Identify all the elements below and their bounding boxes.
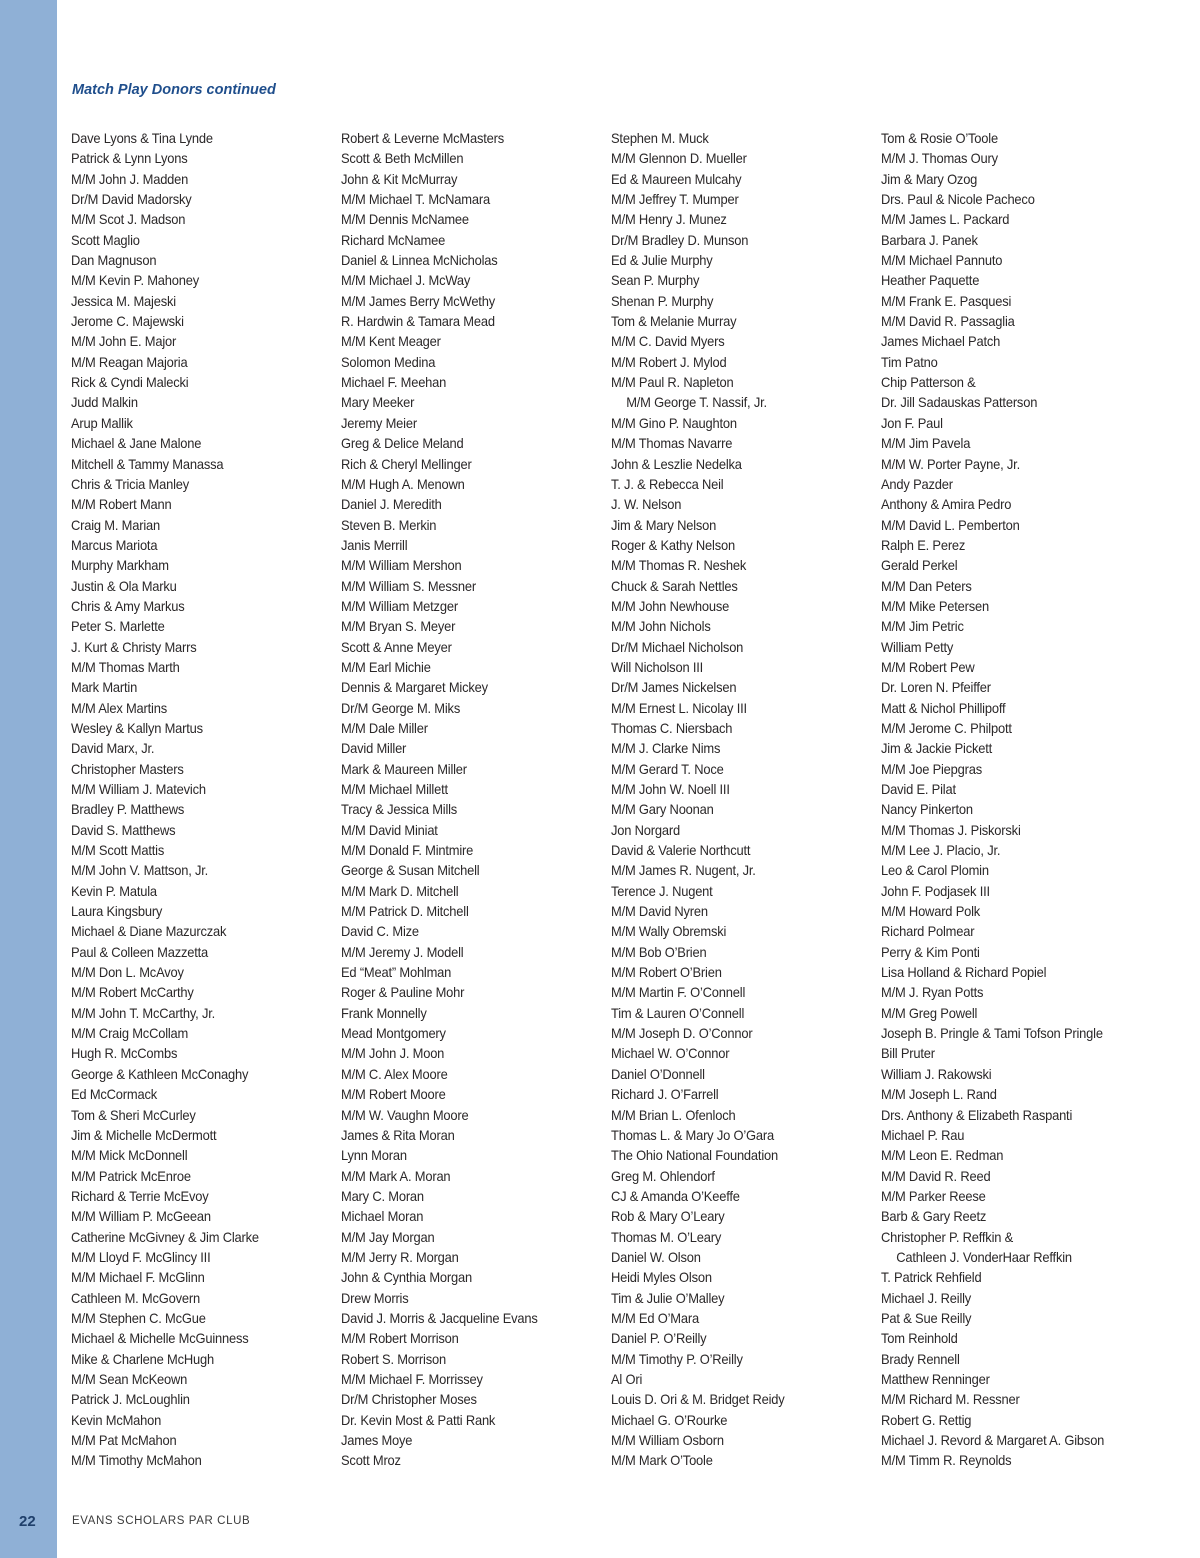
donor-name: Barb & Gary Reetz	[881, 1209, 987, 1225]
donor-name: Will Nicholson III	[611, 659, 704, 675]
donor-name: M/M Jim Petric	[881, 619, 964, 635]
donor-name: Michael J. Reilly	[881, 1290, 972, 1306]
donor-name: David Miller	[341, 741, 407, 757]
donor-name: Laura Kingsbury	[71, 904, 163, 920]
donor-name: Ed McCormack	[71, 1087, 157, 1103]
donor-name: David Marx, Jr.	[71, 741, 155, 757]
donor-name: M/M Scot J. Madson	[71, 212, 186, 228]
donor-name: Michael J. Revord & Margaret A. Gibson	[881, 1433, 1105, 1448]
donor-name: Jim & Mary Nelson	[611, 517, 717, 533]
donor-name: Daniel O’Donnell	[611, 1066, 705, 1082]
donor-name: Patrick J. McLoughlin	[71, 1392, 190, 1408]
donor-name: M/M Michael Pannuto	[881, 253, 1003, 269]
donor-name: Jon F. Paul	[881, 415, 943, 431]
donor-name: M/M William P. McGeean	[71, 1209, 211, 1225]
donor-name: M/M Howard Polk	[881, 904, 981, 920]
donor-name: M/M Robert J. Mylod	[611, 354, 727, 370]
donor-name: Chris & Amy Markus	[71, 598, 185, 614]
donor-name: Michael Moran	[341, 1209, 424, 1225]
donor-name: M/M Bryan S. Meyer	[341, 619, 456, 635]
donor-name: Wesley & Kallyn Martus	[71, 720, 203, 736]
donor-name: Richard McNamee	[341, 232, 446, 248]
donor-name: Michael & Diane Mazurczak	[71, 924, 227, 940]
donor-name: M/M Donald F. Mintmire	[341, 843, 474, 859]
donor-name: M/M Patrick D. Mitchell	[341, 904, 469, 920]
donor-name: M/M C. Alex Moore	[341, 1066, 448, 1082]
donor-name: John & Cynthia Morgan	[341, 1270, 472, 1286]
donor-name: Barbara J. Panek	[881, 232, 978, 248]
donor-name: Thomas L. & Mary Jo O’Gara	[611, 1127, 774, 1143]
donor-name: M/M W. Vaughn Moore	[341, 1107, 469, 1123]
donor-name: Ed & Maureen Mulcahy	[611, 171, 742, 187]
donor-name: M/M William Mershon	[341, 558, 462, 574]
donor-name: Jon Norgard	[611, 822, 680, 838]
donor-name: Robert S. Morrison	[341, 1351, 446, 1367]
donor-name: Paul & Colleen Mazzetta	[71, 944, 209, 960]
donor-name: M/M Brian L. Ofenloch	[611, 1107, 736, 1123]
donor-name: M/M John J. Madden	[71, 171, 189, 187]
donor-name: Robert & Leverne McMasters	[341, 131, 505, 146]
donor-name: M/M Jeffrey T. Mumper	[611, 192, 739, 208]
section-heading: Match Play Donors continued	[72, 82, 276, 98]
donor-name: M/M J. Clarke Nims	[611, 741, 721, 757]
donor-name: Roger & Pauline Mohr	[341, 985, 465, 1001]
donor-name: M/M Mick McDonnell	[71, 1148, 188, 1164]
donor-name: M/M W. Porter Payne, Jr.	[881, 456, 1020, 472]
donor-name: M/M J. Ryan Potts	[881, 985, 984, 1001]
donor-name: Cathleen J. VonderHaar Reffkin	[896, 1249, 1072, 1265]
donor-name: M/M Dale Miller	[341, 720, 428, 736]
donor-name: Perry & Kim Ponti	[881, 944, 980, 960]
donor-name: David J. Morris & Jacqueline Evans	[341, 1310, 538, 1326]
donor-name: M/M David L. Pemberton	[881, 517, 1020, 533]
donor-name: M/M Jerry R. Morgan	[341, 1249, 459, 1265]
donor-name: Michael F. Meehan	[341, 375, 447, 391]
donor-name: Nancy Pinkerton	[881, 802, 973, 818]
donor-name: R. Hardwin & Tamara Mead	[341, 314, 495, 330]
donor-name: Arup Mallik	[71, 415, 133, 431]
donor-name: Scott & Anne Meyer	[341, 639, 452, 655]
donor-name: Gerald Perkel	[881, 558, 958, 574]
donor-name: M/M Glennon D. Mueller	[611, 151, 747, 167]
donor-name: Peter S. Marlette	[71, 619, 165, 635]
donor-name: M/M Martin F. O’Connell	[611, 985, 746, 1001]
donor-name: M/M Leon E. Redman	[881, 1148, 1004, 1164]
donor-name: M/M Robert McCarthy	[71, 985, 194, 1001]
donor-name: Bradley P. Matthews	[71, 802, 185, 818]
page-number: 22	[19, 1513, 36, 1530]
donor-name: M/M Wally Obremski	[611, 924, 727, 940]
donor-name: David E. Pilat	[881, 782, 956, 797]
donor-name: William J. Rakowski	[881, 1066, 992, 1082]
donor-name: Tom & Rosie O’Toole	[881, 131, 998, 146]
donor-name: M/M Don L. McAvoy	[71, 965, 184, 981]
donor-name: William Petty	[881, 639, 954, 655]
donor-name: Dr/M David Madorsky	[71, 192, 192, 208]
donor-name: M/M Jim Pavela	[881, 436, 971, 452]
donor-name: M/M Jay Morgan	[341, 1229, 435, 1245]
donor-name: M/M Dan Peters	[881, 578, 972, 594]
donor-name: Murphy Markham	[71, 558, 169, 574]
donor-name: Greg M. Ohlendorf	[611, 1168, 715, 1184]
donor-name: Leo & Carol Plomin	[881, 863, 989, 879]
donor-name: Andy Pazder	[881, 476, 953, 492]
donor-name: Solomon Medina	[341, 354, 436, 370]
donor-name: Michael G. O’Rourke	[611, 1412, 728, 1428]
donor-name: Matt & Nichol Phillipoff	[881, 700, 1006, 716]
donor-name: M/M Dennis McNamee	[341, 212, 469, 228]
donor-name: Robert G. Rettig	[881, 1412, 972, 1428]
donor-name: M/M David Nyren	[611, 904, 708, 920]
donor-name: Drs. Paul & Nicole Pacheco	[881, 192, 1035, 208]
donor-name: Tim & Lauren O’Connell	[611, 1005, 745, 1021]
donor-name: James Moye	[341, 1433, 413, 1448]
donor-name: James & Rita Moran	[341, 1127, 455, 1143]
donor-name: Dennis & Margaret Mickey	[341, 680, 488, 696]
donor-name: M/M James R. Nugent, Jr.	[611, 863, 756, 879]
donor-name: Ed “Meat” Mohlman	[341, 965, 452, 981]
donor-name: Jim & Mary Ozog	[881, 171, 978, 187]
donor-name: Scott & Beth McMillen	[341, 151, 464, 167]
donor-name: Dr/M James Nickelsen	[611, 680, 737, 696]
donor-name: Richard & Terrie McEvoy	[71, 1188, 209, 1204]
donor-name: Rick & Cyndi Malecki	[71, 375, 189, 391]
donor-name: M/M Ernest L. Nicolay III	[611, 700, 747, 716]
side-color-band	[0, 0, 57, 1558]
donor-name: Kevin McMahon	[71, 1412, 162, 1428]
donor-name: Chuck & Sarah Nettles	[611, 578, 738, 594]
donor-name: Ed & Julie Murphy	[611, 253, 713, 269]
donor-name: M/M Mike Petersen	[881, 598, 990, 614]
donor-name: M/M Robert Mann	[71, 497, 172, 513]
donor-name: M/M John V. Mattson, Jr.	[71, 863, 209, 879]
donor-name: Dr. Kevin Most & Patti Rank	[341, 1412, 496, 1428]
donor-name: M/M Kent Meager	[341, 334, 441, 350]
donor-name: Marcus Mariota	[71, 537, 158, 553]
donor-name: Catherine McGivney & Jim Clarke	[71, 1229, 259, 1245]
donor-name: Hugh R. McCombs	[71, 1046, 178, 1062]
donor-name: Tim & Julie O’Malley	[611, 1290, 725, 1306]
donor-name: Heidi Myles Olson	[611, 1270, 712, 1286]
donor-name: Rich & Cheryl Mellinger	[341, 456, 472, 472]
donor-name: Pat & Sue Reilly	[881, 1310, 972, 1326]
donor-name: Jeremy Meier	[341, 415, 417, 431]
donor-name: Steven B. Merkin	[341, 517, 437, 533]
donor-name: M/M Jeremy J. Modell	[341, 944, 464, 960]
donor-name: M/M Michael J. McWay	[341, 273, 471, 289]
donor-name: M/M Gerard T. Noce	[611, 761, 724, 777]
donor-name: Daniel J. Meredith	[341, 497, 442, 513]
donor-name: Christopher Masters	[71, 761, 184, 777]
donor-name: J. Kurt & Christy Marrs	[71, 639, 197, 655]
donor-name: M/M Thomas J. Piskorski	[881, 822, 1021, 838]
donor-name: Matthew Renninger	[881, 1371, 990, 1387]
donor-name: M/M Sean McKeown	[71, 1371, 188, 1387]
donor-name: Brady Rennell	[881, 1351, 960, 1367]
donor-name: Richard Polmear	[881, 924, 975, 940]
donor-name: Michael & Michelle McGuinness	[71, 1331, 249, 1347]
donor-name: Greg & Delice Meland	[341, 436, 464, 452]
donor-column-1	[71, 129, 341, 1472]
donor-name: Judd Malkin	[71, 395, 138, 411]
donor-name: Mark & Maureen Miller	[341, 761, 467, 777]
donor-name: M/M Robert O’Brien	[611, 965, 722, 981]
donor-name: John & Kit McMurray	[341, 171, 458, 187]
donor-name: Ralph E. Perez	[881, 537, 966, 553]
donor-name: M/M John W. Noell III	[611, 782, 730, 797]
donor-name: M/M Mark A. Moran	[341, 1168, 451, 1184]
donor-name: Chris & Tricia Manley	[71, 476, 190, 492]
donor-name: M/M Kevin P. Mahoney	[71, 273, 200, 289]
donor-name: Daniel P. O’Reilly	[611, 1331, 707, 1347]
donor-name: M/M Ed O’Mara	[611, 1310, 699, 1326]
donor-name: Dr/M Michael Nicholson	[611, 639, 744, 655]
donor-name: Drew Morris	[341, 1290, 409, 1306]
donor-name: M/M William J. Matevich	[71, 782, 206, 797]
donor-name: M/M David Miniat	[341, 822, 438, 838]
donor-name: Michael & Jane Malone	[71, 436, 202, 452]
donor-name: M/M James L. Packard	[881, 212, 1010, 228]
donor-name: M/M Gino P. Naughton	[611, 415, 737, 431]
donor-name: Tom & Melanie Murray	[611, 314, 737, 330]
donor-name: M/M Lloyd F. McGlincy III	[71, 1249, 211, 1265]
donor-name: Justin & Ola Marku	[71, 578, 177, 594]
donor-name: John F. Podjasek III	[881, 883, 990, 899]
donor-name: M/M Stephen C. McGue	[71, 1310, 206, 1326]
donor-name: Dr/M Christopher Moses	[341, 1392, 477, 1408]
donor-name: Mary C. Moran	[341, 1188, 424, 1204]
donor-name: Anthony & Amira Pedro	[881, 497, 1012, 513]
donor-name: Daniel & Linnea McNicholas	[341, 253, 498, 269]
donor-name: M/M Earl Michie	[341, 659, 431, 675]
donor-name: Craig M. Marian	[71, 517, 161, 533]
donor-name: M/M David R. Reed	[881, 1168, 991, 1184]
donor-name: Jim & Michelle McDermott	[71, 1127, 217, 1143]
donor-name: Dan Magnuson	[71, 253, 157, 269]
donor-name: Mead Montgomery	[341, 1026, 446, 1042]
donor-name: M/M Scott Mattis	[71, 843, 165, 859]
donor-name: Louis D. Ori & M. Bridget Reidy	[611, 1392, 785, 1408]
donor-name: M/M Reagan Majoria	[71, 354, 188, 370]
donor-name: M/M Michael F. Morrissey	[341, 1371, 483, 1387]
donor-name: M/M John Nichols	[611, 619, 711, 635]
donor-name: M/M George T. Nassif, Jr.	[626, 395, 767, 411]
donor-name: Rob & Mary O’Leary	[611, 1209, 725, 1225]
donor-name: M/M Mark O’Toole	[611, 1453, 713, 1469]
donor-name: Richard J. O’Farrell	[611, 1087, 719, 1103]
donor-column-2	[341, 129, 611, 1472]
donor-name: Dr/M Bradley D. Munson	[611, 232, 749, 248]
donor-name: David S. Matthews	[71, 822, 176, 838]
donor-name: Tom Reinhold	[881, 1331, 958, 1347]
donor-name: Chip Patterson &	[881, 375, 976, 391]
donor-name: Bill Pruter	[881, 1046, 935, 1062]
donor-name: Dr. Loren N. Pfeiffer	[881, 680, 991, 696]
donor-name: Jessica M. Majeski	[71, 293, 176, 309]
donor-name: Lisa Holland & Richard Popiel	[881, 965, 1047, 981]
donor-name: M/M Paul R. Napleton	[611, 375, 734, 391]
donor-name: M/M James Berry McWethy	[341, 293, 495, 309]
donor-name: Cathleen M. McGovern	[71, 1290, 200, 1306]
donor-name: Thomas M. O’Leary	[611, 1229, 722, 1245]
donor-name: T. J. & Rebecca Neil	[611, 476, 724, 492]
donor-name: M/M Lee J. Placio, Jr.	[881, 843, 1001, 859]
donor-name: George & Kathleen McConaghy	[71, 1066, 249, 1082]
donor-name: Heather Paquette	[881, 273, 980, 289]
donor-name: Daniel W. Olson	[611, 1249, 701, 1265]
donor-name: M/M Bob O’Brien	[611, 944, 707, 960]
donor-name: Roger & Kathy Nelson	[611, 537, 735, 553]
donor-name: Terence J. Nugent	[611, 883, 713, 899]
donor-name: M/M William S. Messner	[341, 578, 477, 594]
donor-name: M/M Jerome C. Philpott	[881, 720, 1012, 736]
donor-name: Michael W. O’Connor	[611, 1046, 730, 1062]
donor-name: David & Valerie Northcutt	[611, 843, 751, 859]
donor-name: Stephen M. Muck	[611, 131, 709, 146]
donor-name: Shenan P. Murphy	[611, 293, 714, 309]
donor-name: Tim Patno	[881, 354, 938, 370]
donor-name: M/M Joseph L. Rand	[881, 1087, 997, 1103]
donor-name: James Michael Patch	[881, 334, 1001, 350]
donor-name: M/M Timothy P. O’Reilly	[611, 1351, 743, 1367]
donor-name: M/M Mark D. Mitchell	[341, 883, 459, 899]
donor-name: M/M Henry J. Munez	[611, 212, 727, 228]
donor-name: J. W. Nelson	[611, 497, 682, 513]
donor-name: Lynn Moran	[341, 1148, 407, 1164]
donor-name: Frank Monnelly	[341, 1005, 427, 1021]
donor-name: M/M William Osborn	[611, 1433, 724, 1448]
donor-name: M/M Gary Noonan	[611, 802, 714, 818]
donor-column-3	[611, 129, 881, 1472]
donor-name: M/M Hugh A. Menown	[341, 476, 465, 492]
donor-name: Kevin P. Matula	[71, 883, 157, 899]
donor-name: M/M Michael Millett	[341, 782, 448, 797]
donor-name: Scott Mroz	[341, 1453, 401, 1469]
donor-name: Tracy & Jessica Mills	[341, 802, 458, 818]
donor-name: M/M C. David Myers	[611, 334, 725, 350]
donor-name: Sean P. Murphy	[611, 273, 700, 289]
donor-name: M/M J. Thomas Oury	[881, 151, 998, 167]
donor-name: M/M John E. Major	[71, 334, 177, 350]
donor-name: M/M Greg Powell	[881, 1005, 978, 1021]
donor-name: Dave Lyons & Tina Lynde	[71, 131, 213, 146]
donor-name: M/M Craig McCollam	[71, 1026, 189, 1042]
donor-name: M/M Pat McMahon	[71, 1433, 177, 1448]
donor-name: M/M John J. Moon	[341, 1046, 445, 1062]
donor-name: George & Susan Mitchell	[341, 863, 480, 879]
donor-name: M/M Robert Pew	[881, 659, 975, 675]
donor-name: T. Patrick Rehfield	[881, 1270, 982, 1286]
donor-name: John & Leszlie Nedelka	[611, 456, 742, 472]
donor-name: Al Ori	[611, 1371, 643, 1387]
donor-name: M/M Joseph D. O’Connor	[611, 1026, 753, 1042]
donor-name: M/M John Newhouse	[611, 598, 730, 614]
donor-name: M/M John T. McCarthy, Jr.	[71, 1005, 216, 1021]
donor-name: David C. Mize	[341, 924, 419, 940]
donor-name: M/M William Metzger	[341, 598, 458, 614]
donor-name: Christopher P. Reffkin &	[881, 1229, 1014, 1245]
donor-name: Michael P. Rau	[881, 1127, 965, 1143]
donor-name: Patrick & Lynn Lyons	[71, 151, 188, 167]
donor-name: Thomas C. Niersbach	[611, 720, 733, 736]
donor-name: Scott Maglio	[71, 232, 140, 248]
donor-name: Mike & Charlene McHugh	[71, 1351, 214, 1367]
donor-name: Mitchell & Tammy Manassa	[71, 456, 224, 472]
donor-name: Joseph B. Pringle & Tami Tofson Pringle	[881, 1026, 1103, 1042]
donor-name: M/M Alex Martins	[71, 700, 167, 716]
donor-name: M/M Patrick McEnroe	[71, 1168, 191, 1184]
donor-name: M/M Thomas Marth	[71, 659, 180, 675]
donor-name: Dr. Jill Sadauskas Patterson	[881, 395, 1038, 411]
donor-name: Jim & Jackie Pickett	[881, 741, 993, 757]
donor-name: Tom & Sheri McCurley	[71, 1107, 196, 1123]
donor-name: M/M Thomas R. Neshek	[611, 558, 747, 574]
donor-name: M/M Robert Moore	[341, 1087, 446, 1103]
donor-name: M/M Joe Piepgras	[881, 761, 983, 777]
donor-name: M/M Michael F. McGlinn	[71, 1270, 205, 1286]
donor-name: Dr/M George M. Miks	[341, 700, 461, 716]
donor-name: M/M Thomas Navarre	[611, 436, 733, 452]
donor-name: Drs. Anthony & Elizabeth Raspanti	[881, 1107, 1073, 1123]
donor-name: M/M Frank E. Pasquesi	[881, 293, 1012, 309]
donor-name: The Ohio National Foundation	[611, 1148, 778, 1164]
donor-name: M/M Richard M. Ressner	[881, 1392, 1020, 1408]
donor-name: M/M Parker Reese	[881, 1188, 986, 1204]
donor-name: M/M Timothy McMahon	[71, 1453, 202, 1469]
donor-name: M/M Michael T. McNamara	[341, 192, 490, 208]
donor-name: Mark Martin	[71, 680, 138, 696]
donor-name: CJ & Amanda O’Keeffe	[611, 1188, 740, 1204]
donor-name: M/M Robert Morrison	[341, 1331, 459, 1347]
donor-name: M/M Timm R. Reynolds	[881, 1453, 1012, 1469]
donor-column-4	[881, 129, 1151, 1472]
donor-name: Janis Merrill	[341, 537, 408, 553]
donor-name: M/M David R. Passaglia	[881, 314, 1015, 330]
donor-name: Jerome C. Majewski	[71, 314, 184, 330]
donor-name: Mary Meeker	[341, 395, 415, 411]
footer-publication: EVANS SCHOLARS PAR CLUB	[72, 1515, 251, 1527]
